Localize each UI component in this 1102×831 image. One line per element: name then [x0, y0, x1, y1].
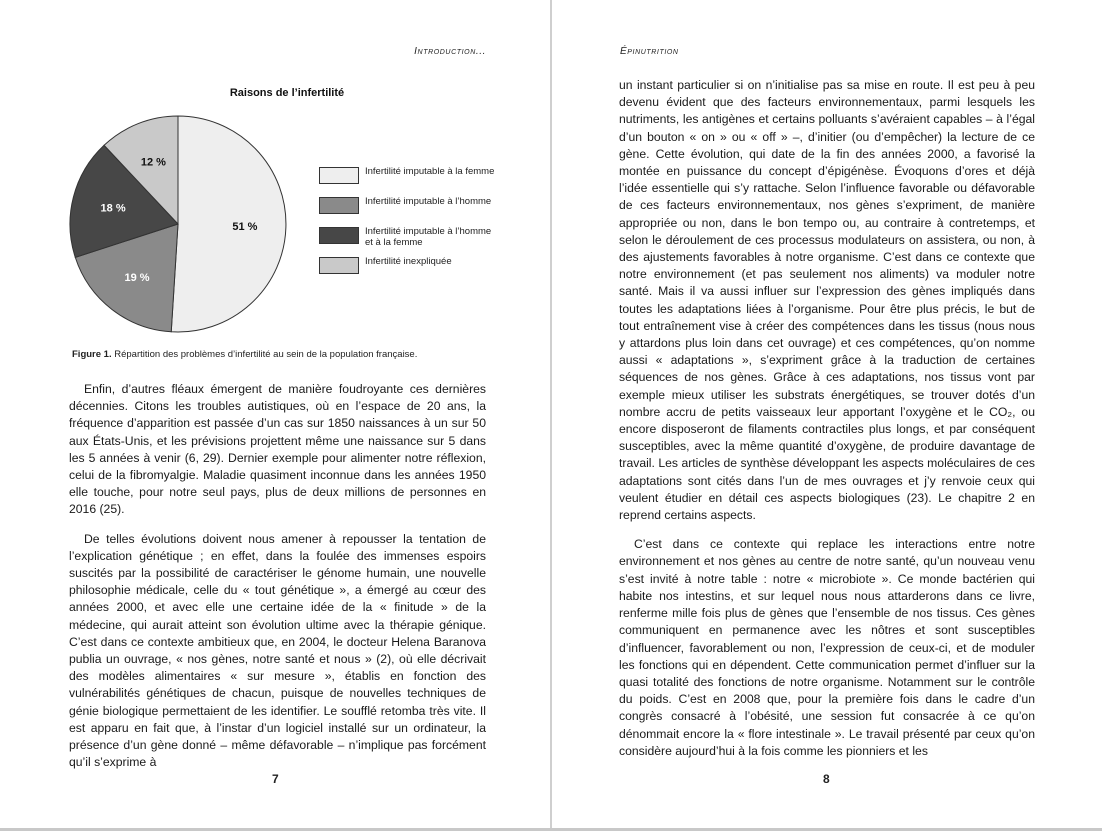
paragraph: Enfin, d’autres fléaux émergent de manière foudroyante ces dernières décennies. Citons les troubles autistiques, où en l’espace de 20 ans, la fréquence d’apparition est passée d’un cas sur 1850 naissances à un sur 50 aux États-Unis, et les prévisions projettent même une naissance sur 5 dans les 5 années à venir (6, 29). Dernier exemple pour alimenter notre réflexion, celui de la fibromyalgie. Maladie quasiment inconnue dans les années 1950 elle touche, pour notre seul pays, plus de deux millions de personnes en 2016 (25). — [69, 382, 486, 517]
paragraph: C’est dans ce contexte qui replace les interactions entre notre environnement et nos gènes au centre de notre santé, qu’un nouveau venu s’est invité à notre table : notre « microbiote ». Ce monde bactérien qui habite nos intestins, et sur lequel nous nous attarderons dans ce livre, renferme mille fois plus de gènes que l’ensemble de nos tissus. Ces gènes communiquent en permanence avec les nôtres et sont susceptibles d’influencer, favorablement ou non, l’expression de ceux-ci, et de moduler les fonctions qui en dépendent. Cette communication permet d’influer sur la quasi totalité des fonctions de notre organisme. Notamment sur le contrôle du poids. C’est en 2008 que, pour la première fois dans le cadre d’un congrès consacré à l’obésité, une session fut consacrée à ce qu’on dénommait encore la « flore intestinale ». Le travail présenté par ceux qu’on considère aujourd’hui à la fois comme les pionniers et les — [619, 537, 1035, 758]
legend-item — [319, 167, 495, 184]
pie-slice-label: 19 % — [124, 271, 150, 284]
figure-caption-label: Figure 1. — [72, 349, 112, 360]
page-number: 7 — [272, 772, 279, 786]
running-head: Introduction... — [414, 46, 486, 57]
paragraph: un instant particulier si on n’initialise pas sa mise en route. Il est peu à peu devenu évident que des facteurs environnementaux, parmi lesquels les nutriments, les antigènes et certains polluants s’avéraient capables – à l’égal d’un bouton « on » ou « off » –, d’initier (ou d’empêcher) la lecture de ce gène. Cette évolution, qui date de la fin des années 2000, a favorisé la montée en puissance du concept d’épigénèse. Évoquons d’ores et déjà l’idée essentielle qui s’y rattache. Selon l’influence favorable ou défavorable de ces facteurs environnementaux, nos gènes s’expriment, de manière appropriée ou non, dans le bon tempo ou, au contraire à contretemps, et selon le déroulement de ces processus modulateurs on assistera, ou non, à des ajustements favorables à notre organisme. C’est dans ce contexte que notre environnement (et pas seulement nos aliments) va moduler notre santé. Mais il va aussi influer sur l’expression des gènes impliqués dans toutes les adaptations liées à l’organisme. Pour être plus précis, le but de tout entraînement vise à créer des compétences dans les tissus (nous nous y attardons plus loin dans cet ouvrage) et ces compétences, qu’on nomme aussi « adaptations », s’expriment grâce à la traduction de certaines séquences de nos gènes. Grâce à ces adaptations, nos tissus vont par exemple mieux utiliser les substrats énergétiques, se trouver dotés d’un nombre accru de petits vaisseaux leur apportant l’oxygène et le CO₂, ou encore disposeront de filaments contractiles plus longs, et par conséquent susceptibles, avec la même quantité d’oxygène, de produire davantage de travail. Les articles de synthèse développant les aspects moléculaires de ces adaptations sont cités dans l’un de mes ouvrages et j’y renvoie ceux qui veulent étudier en détail ces aspects biologiques (23). Le chapitre 2 en reprend certains aspects. — [619, 78, 1035, 523]
page-number: 8 — [823, 772, 830, 786]
pie-slice-femme — [171, 116, 286, 332]
paragraph: De telles évolutions doivent nous amener à repousser la tentation de l’explication génétique ; en effet, dans la foulée des immenses espoirs suscités par la possibilité de caractériser le génome humain, une nouvelle philosophie médicale, celle du « tout génétique », a émergé au cœur des années 2000, et avec elle une certaine idée de la « finitude » de la médecine, qui aurait atteint son évolution ultime avec la thérapie génique. C’est dans ce contexte ambitieux que, en 2004, le docteur Helena Baranova publia un ouvrage, « nos gènes, notre santé et nous » (2), où elle décrivait des modèles alimentaires « sur mesure », établis en fonction des vulnérabilités génétiques de chacun, puisque de nouvelles techniques de génie biologique permettaient de les identifier. Le soufflé retomba très vite. Il est apparu en fait que, à l’instar d’un logiciel installé sur un ordinateur, la présence d’un gène donné – même défavorable – n’implique pas forcément qu’il s’exprime à — [69, 531, 486, 770]
legend-item — [319, 197, 495, 214]
legend-label: Infertilité inexpliquée — [365, 256, 452, 267]
legend-swatch — [319, 167, 359, 184]
left-page — [0, 0, 550, 831]
pie-slice-label: 12 % — [140, 156, 166, 169]
legend-swatch — [319, 197, 359, 214]
legend-item — [319, 227, 495, 248]
legend-swatch — [319, 257, 359, 274]
legend-swatch — [319, 227, 359, 244]
chart-title: Raisons de l’infertilité — [229, 87, 345, 99]
running-head: Épinutrition — [620, 46, 679, 57]
pie-slice-label: 18 % — [100, 202, 126, 215]
legend-label: Infertilité imputable à l’homme et à la femme — [365, 226, 492, 248]
figure-caption — [72, 349, 502, 360]
right-page — [552, 0, 1102, 831]
right-body-text — [619, 77, 1035, 760]
legend-label: Infertilité imputable à l’homme — [365, 196, 492, 207]
left-body-text — [69, 381, 486, 771]
legend-item — [319, 257, 495, 274]
pie-slice-label: 51 % — [232, 221, 258, 234]
figure-caption-text: Répartition des problèmes d’infertilité au sein de la population française. — [114, 349, 418, 360]
legend-label: Infertilité imputable à la femme — [365, 166, 495, 177]
